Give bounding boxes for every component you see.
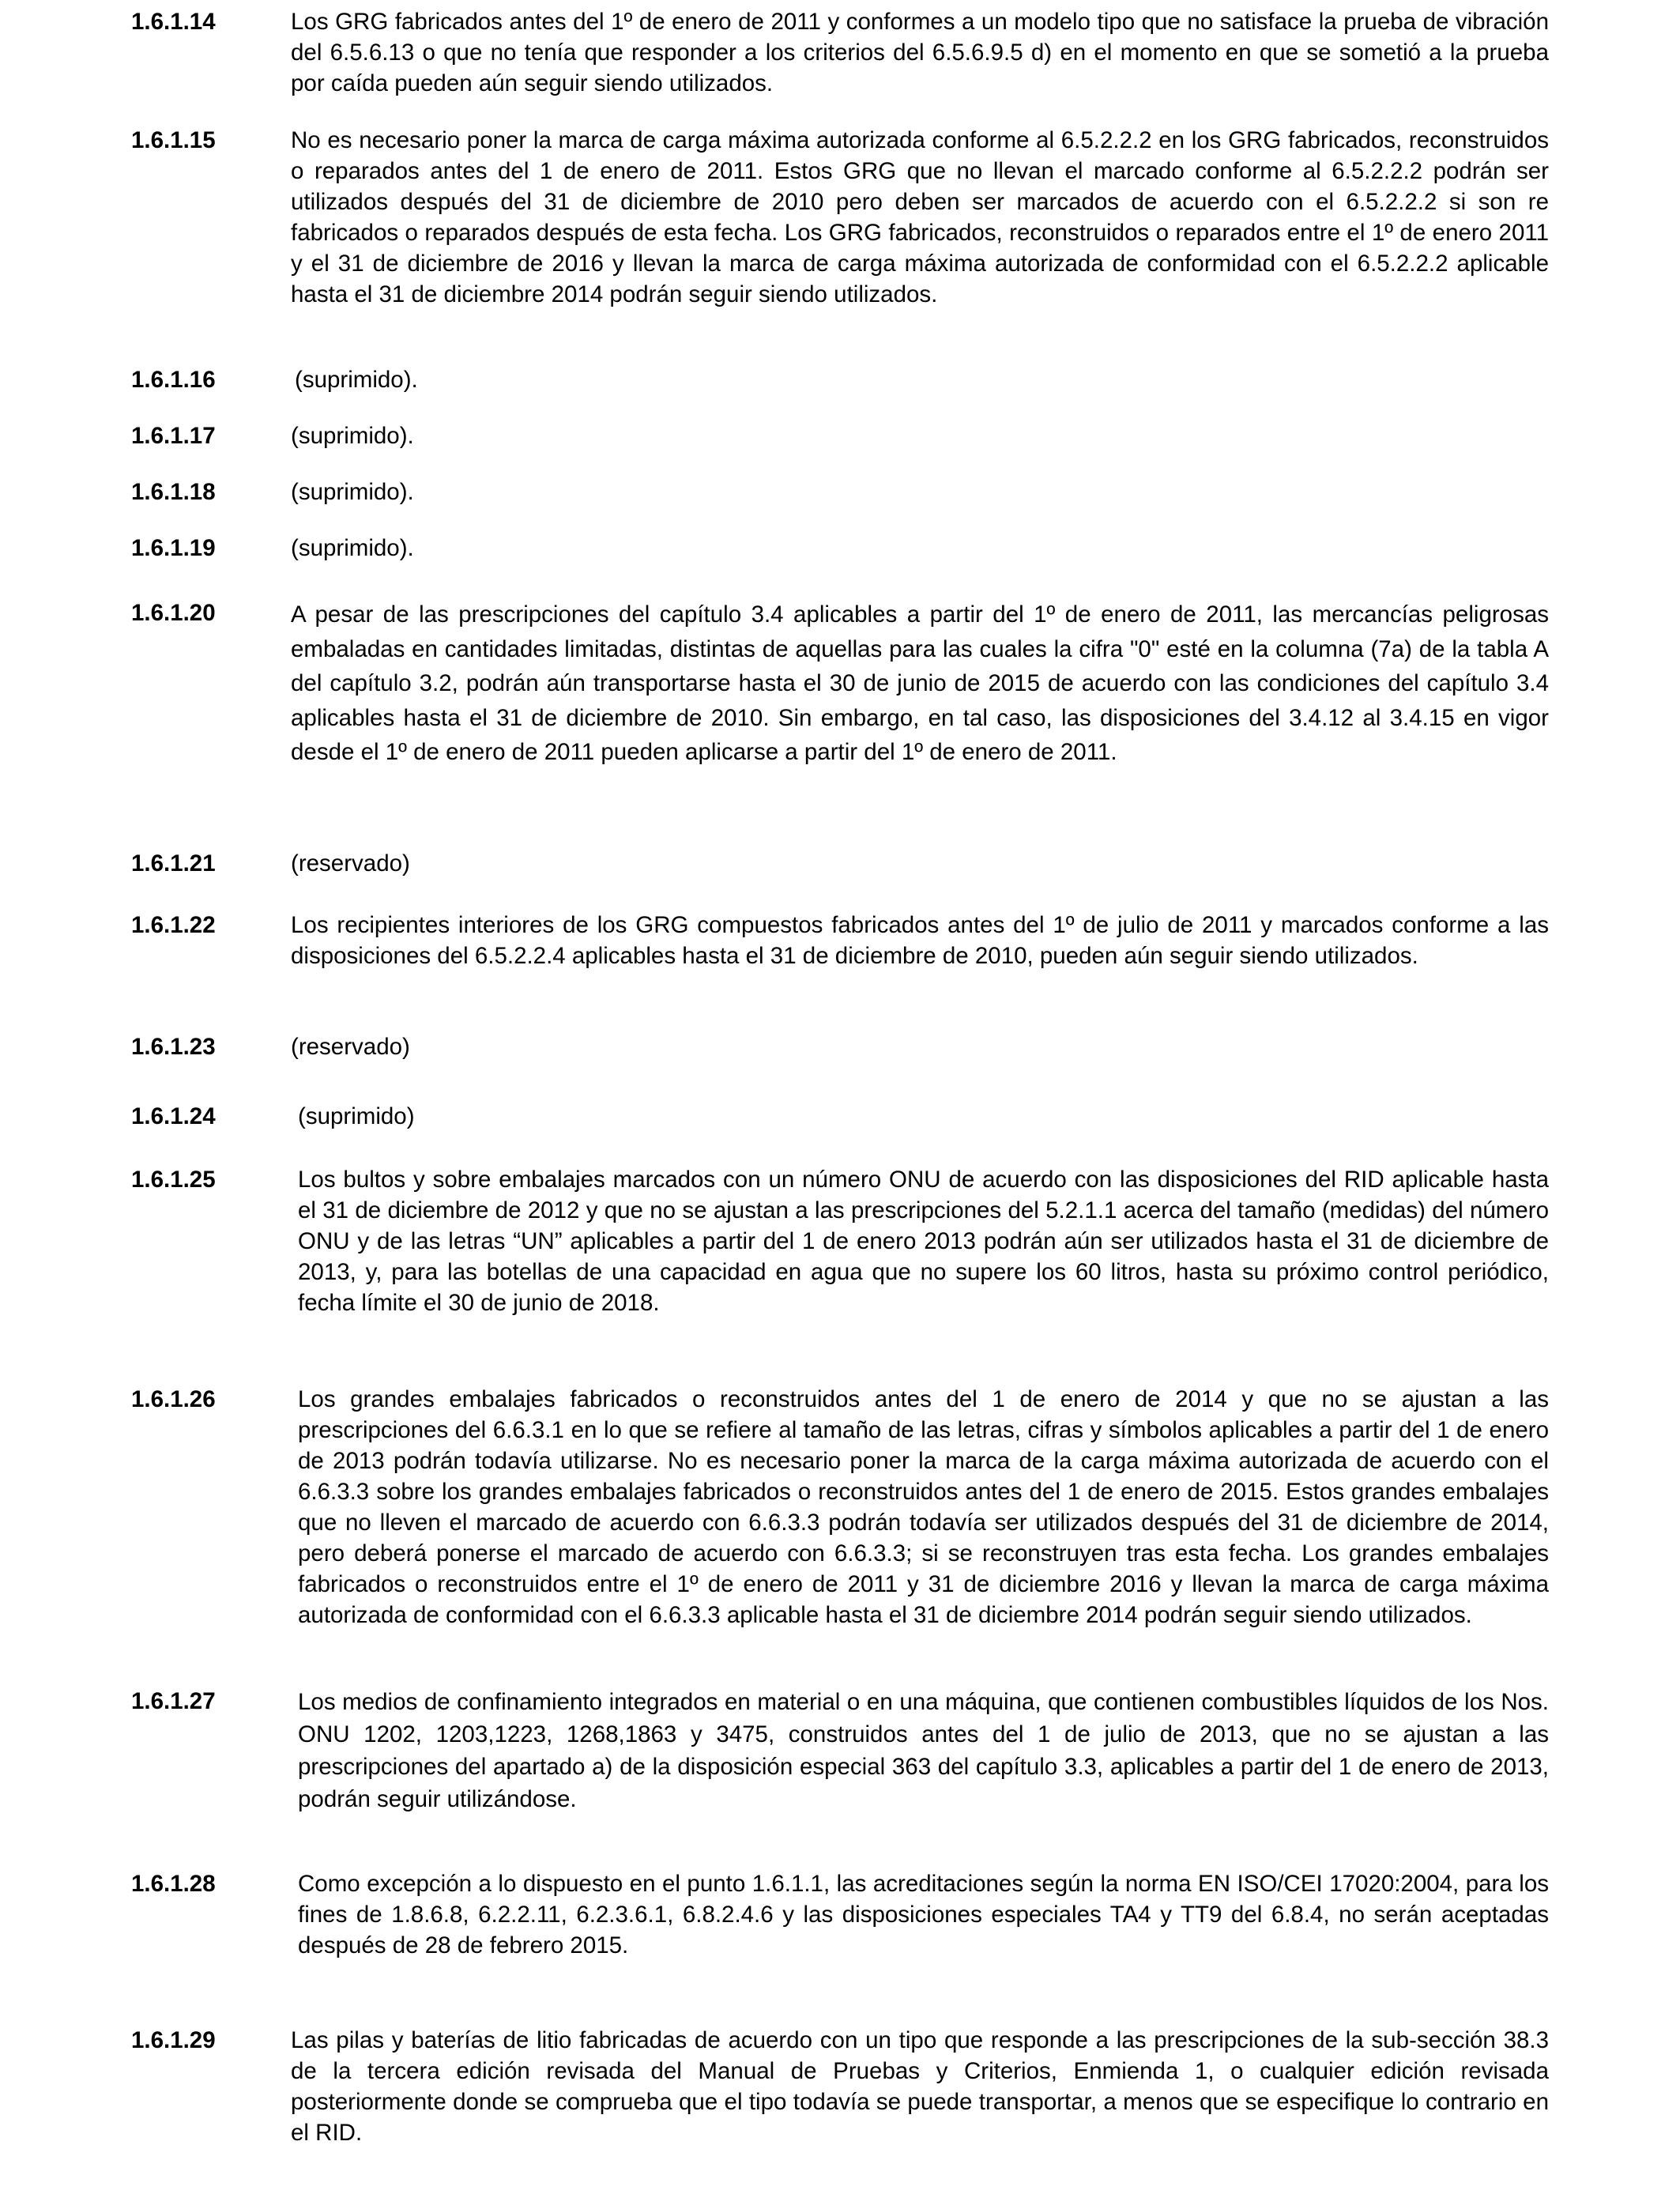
clause-number: 1.6.1.17: [131, 423, 216, 449]
clause-text: (suprimido).: [295, 367, 418, 393]
clause-text: (suprimido).: [291, 479, 414, 505]
clause-text: (reservado): [291, 850, 410, 876]
clause-text: Los medios de confinamiento integrados en material o en una máquina, que contienen combustibles líquidos de los Nos. ONU 1202, 1203,1223, 1268,1863 y 3475, construidos antes del 1 de julio de 2013, que no se ajustan a las prescripciones del apartado a) de la disposición especial 363 del capítulo 3.3, aplicables a partir del 1 de enero de 2013, podrán seguir utilizándose.: [298, 1689, 1549, 1812]
clause-number: 1.6.1.14: [131, 9, 216, 35]
clause-text: (reservado): [291, 1034, 410, 1060]
clause-text: Los bultos y sobre embalajes marcados con un número ONU de acuerdo con las disposiciones del RID aplicable hasta el 31 de diciembre de 2012 y que no se ajustan a las prescripciones del 5.2.1.1 acerca del tamaño (medidas) del número ONU y de las letras “UN” aplicables a partir del 1 de enero 2013 podrán aún ser utilizados hasta el 31 de diciembre de 2013, y, para las botellas de una capacidad en agua que no supere los 60 litros, hasta su próximo control periódico, fecha límite el 30 de junio de 2018.: [298, 1167, 1549, 1316]
clause-number: 1.6.1.22: [131, 912, 216, 938]
clause-number: 1.6.1.28: [131, 1871, 216, 1897]
clause-number: 1.6.1.25: [131, 1167, 216, 1193]
clause-number: 1.6.1.24: [131, 1103, 216, 1129]
clause-number: 1.6.1.27: [131, 1688, 216, 1714]
clause-number: 1.6.1.26: [131, 1386, 216, 1412]
clause-text: Los GRG fabricados antes del 1º de enero de 2011 y conformes a un modelo tipo que no satisface la prueba de vibración del 6.5.6.13 o que no tenía que responder a los criterios del 6.5.6.9.5 d) en el momento en que se sometió a la prueba por caída pueden aún seguir siendo utilizados.: [291, 9, 1549, 96]
clause-text: Las pilas y baterías de litio fabricadas de acuerdo con un tipo que responde a las prescripciones de la sub-sección 38.3 de la tercera edición revisada del Manual de Pruebas y Criterios, Enmienda 1, o cualquier edición revisada posteriormente donde se comprueba que el tipo todavía se puede transportar, a menos que se especifique lo contrario en el RID.: [291, 2027, 1549, 2146]
clause-number: 1.6.1.15: [131, 127, 216, 153]
clause-text: Los grandes embalajes fabricados o reconstruidos antes del 1 de enero de 2014 y que no se ajustan a las prescripciones del 6.6.3.1 en lo que se refiere al tamaño de las letras, cifras y símbolos aplicables a partir del 1 de enero de 2013 podrán todavía utilizarse. No es necesario poner la marca de la carga máxima autorizada de acuerdo con el 6.6.3.3 sobre los grandes embalajes fabricados o reconstruidos antes del 1 de enero de 2015. Estos grandes embalajes que no lleven el marcado de acuerdo con 6.6.3.3 podrán todavía ser utilizados después del 31 de diciembre de 2014, pero deberá ponerse el marcado de acuerdo con 6.6.3.3; si se reconstruyen tras esta fecha. Los grandes embalajes fabricados o reconstruidos entre el 1º de enero de 2011 y 31 de diciembre 2016 y llevan la marca de carga máxima autorizada de conformidad con el 6.6.3.3 aplicable hasta el 31 de diciembre 2014 podrán seguir siendo utilizados.: [298, 1386, 1549, 1628]
clause-text: Como excepción a lo dispuesto en el punto 1.6.1.1, las acreditaciones según la norma EN ISO/CEI 17020:2004, para los fines de 1.8.6.8, 6.2.2.11, 6.2.3.6.1, 6.8.2.4.6 y las disposiciones especiales TA4 y TT9 del 6.8.4, no serán aceptadas después de 28 de febrero 2015.: [298, 1871, 1549, 1958]
clause-number: 1.6.1.23: [131, 1034, 216, 1060]
clause-number: 1.6.1.29: [131, 2027, 216, 2053]
clause-text: (suprimido).: [291, 423, 414, 449]
clause-number: 1.6.1.18: [131, 479, 216, 505]
clause-text: Los recipientes interiores de los GRG compuestos fabricados antes del 1º de julio de 2011 y marcados conforme a las disposiciones del 6.5.2.2.4 aplicables hasta el 31 de diciembre de 2010, pueden aún seguir siendo utilizados.: [291, 912, 1549, 969]
clause-number: 1.6.1.19: [131, 535, 216, 561]
clause-text: No es necesario poner la marca de carga máxima autorizada conforme al 6.5.2.2.2 en los GRG fabricados, reconstruidos o reparados antes del 1 de enero de 2011. Estos GRG que no llevan el marcado conforme al 6.5.2.2.2 podrán ser utilizados después del 31 de diciembre de 2010 pero deben ser marcados de acuerdo con el 6.5.2.2.2 si son re fabricados o reparados después de esta fecha. Los GRG fabricados, reconstruidos o reparados entre el 1º de enero 2011 y el 31 de diciembre de 2016 y llevan la marca de carga máxima autorizada de conformidad con el 6.5.2.2.2 aplicable hasta el 31 de diciembre 2014 podrán seguir siendo utilizados.: [291, 127, 1549, 307]
clause-text: (suprimido).: [291, 535, 414, 561]
clause-number: 1.6.1.20: [131, 600, 216, 626]
clause-number: 1.6.1.16: [131, 367, 216, 393]
clause-text: (suprimido): [298, 1103, 415, 1129]
clause-number: 1.6.1.21: [131, 850, 216, 876]
clause-text: A pesar de las prescripciones del capítulo 3.4 aplicables a partir del 1º de enero de 2011, las mercancías peligrosas embaladas en cantidades limitadas, distintas de aquellas para las cuales la cifra "0" esté en la columna (7a) de la tabla A del capítulo 3.2, podrán aún transportarse hasta el 30 de junio de 2015 de acuerdo con las condiciones del capítulo 3.4 aplicables hasta el 31 de diciembre de 2010. Sin embargo, en tal caso, las disposiciones del 3.4.12 al 3.4.15 en vigor desde el 1º de enero de 2011 pueden aplicarse a partir del 1º de enero de 2011.: [291, 601, 1549, 765]
